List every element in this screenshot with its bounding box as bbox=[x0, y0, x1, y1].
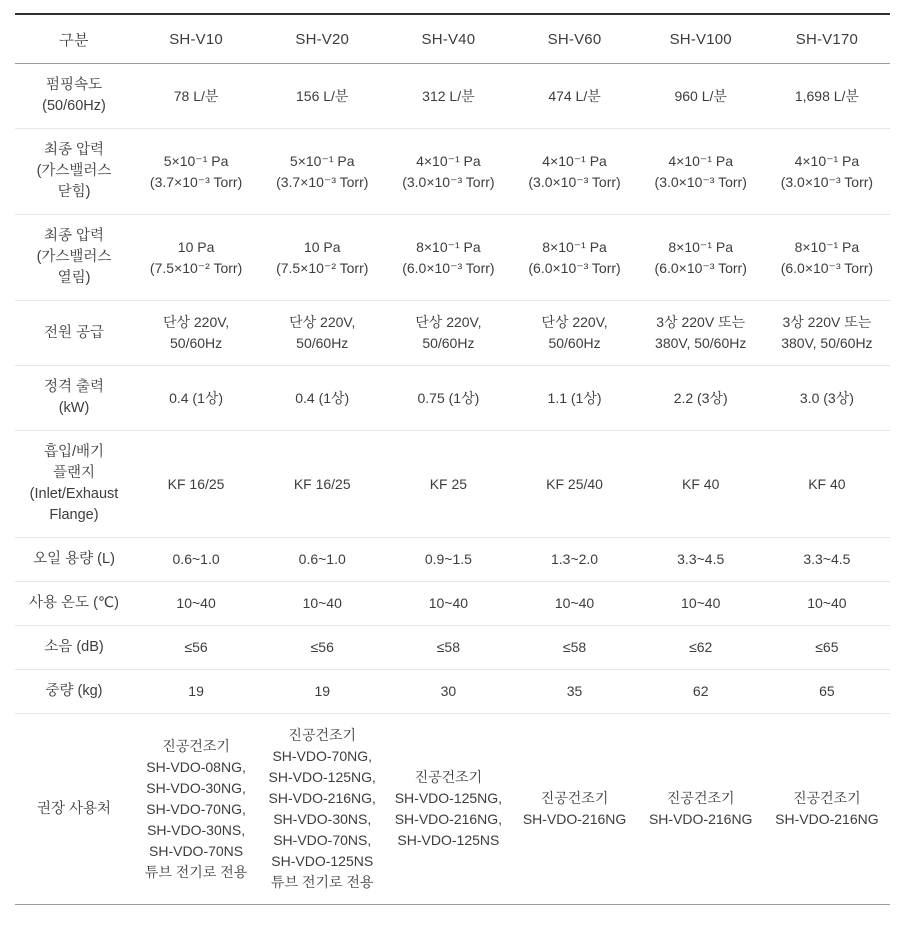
spec-cell-line: 10~40 bbox=[302, 595, 342, 611]
spec-cell bbox=[764, 301, 890, 366]
spec-cell-line: SH-VDO-70NG, bbox=[146, 800, 246, 817]
spec-cell bbox=[511, 538, 637, 582]
spec-cell-line: (3.0×10⁻³ Torr) bbox=[402, 173, 495, 190]
spec-cell-line: 단상 220V, bbox=[415, 314, 482, 330]
spec-cell-line: (3.0×10⁻³ Torr) bbox=[528, 173, 621, 190]
spec-cell-line: 0.6~1.0 bbox=[298, 551, 346, 567]
spec-cell-line: (6.0×10⁻³ Torr) bbox=[528, 259, 621, 276]
spec-cell-line: ≤58 bbox=[562, 639, 587, 655]
spec-cell-line: ≤65 bbox=[815, 639, 839, 655]
spec-cell-line: 50/60Hz bbox=[170, 335, 223, 351]
spec-cell-line: 3상 220V 또는 bbox=[782, 314, 872, 330]
table-row bbox=[15, 215, 890, 301]
spec-cell-line: 35 bbox=[566, 683, 583, 699]
spec-cell-line: SH-VDO-125NS bbox=[397, 832, 500, 848]
row-label-line: Flange) bbox=[49, 507, 99, 523]
spec-cell bbox=[764, 626, 890, 670]
spec-cell-line: SH-VDO-08NG, bbox=[146, 758, 246, 775]
spec-cell-line: 0.75 (1상) bbox=[417, 389, 480, 406]
spec-cell-line: 5×10⁻¹ Pa bbox=[289, 152, 355, 169]
spec-cell bbox=[764, 431, 890, 538]
spec-cell-line: 8×10⁻¹ Pa bbox=[668, 238, 733, 255]
spec-cell-line: SH-VDO-216NG bbox=[648, 811, 753, 827]
spec-cell-line: 380V, 50/60Hz bbox=[655, 335, 747, 351]
table-row bbox=[15, 366, 890, 431]
spec-cell bbox=[764, 670, 890, 714]
spec-cell bbox=[133, 64, 259, 129]
spec-cell bbox=[638, 670, 764, 714]
spec-cell bbox=[385, 64, 511, 129]
spec-cell-line: 0.6~1.0 bbox=[172, 551, 220, 567]
spec-cell-line: 50/60Hz bbox=[422, 335, 475, 351]
spec-cell bbox=[259, 626, 385, 670]
spec-cell bbox=[259, 714, 385, 905]
table-row bbox=[15, 582, 890, 626]
spec-cell-line: 진공건조기 bbox=[793, 790, 861, 806]
row-label-line: 사용 온도 (℃) bbox=[28, 595, 120, 611]
column-header-sh-v100: SH-V100 bbox=[638, 14, 764, 64]
spec-cell bbox=[638, 215, 764, 301]
spec-cell-line: SH-VDO-216NG, bbox=[268, 790, 376, 806]
spec-cell bbox=[259, 670, 385, 714]
spec-cell bbox=[259, 366, 385, 431]
spec-cell bbox=[511, 301, 637, 366]
spec-cell bbox=[638, 431, 764, 538]
row-label bbox=[15, 582, 133, 626]
spec-cell-line: 30 bbox=[440, 683, 457, 699]
spec-cell-line: 10~40 bbox=[176, 595, 216, 611]
spec-cell-line: 2.2 (3상) bbox=[673, 389, 728, 406]
spec-cell bbox=[133, 626, 259, 670]
spec-cell-line: SH-VDO-30NS, bbox=[147, 821, 246, 838]
row-label-line: 펌핑속도 bbox=[45, 77, 103, 93]
spec-cell-line: 19 bbox=[188, 683, 204, 699]
spec-cell bbox=[638, 301, 764, 366]
spec-cell-line: (7.5×10⁻² Torr) bbox=[276, 259, 369, 276]
spec-cell bbox=[638, 129, 764, 215]
spec-cell bbox=[133, 215, 259, 301]
table-header bbox=[15, 14, 890, 64]
spec-cell-line: (6.0×10⁻³ Torr) bbox=[402, 259, 495, 276]
spec-cell-line: 10~40 bbox=[807, 595, 847, 611]
spec-cell-line: SH-VDO-70NS bbox=[149, 842, 244, 859]
row-label bbox=[15, 714, 133, 905]
spec-cell bbox=[259, 538, 385, 582]
spec-cell bbox=[259, 582, 385, 626]
spec-cell-line: (6.0×10⁻³ Torr) bbox=[780, 259, 874, 276]
spec-cell-line: 8×10⁻¹ Pa bbox=[416, 238, 481, 255]
row-label-line: (가스밸러스 bbox=[36, 163, 112, 179]
row-label-line: (50/60Hz) bbox=[42, 98, 106, 114]
spec-cell-line: 튜브 전기로 전용 bbox=[144, 863, 248, 880]
spec-cell-line: 4×10⁻¹ Pa bbox=[794, 152, 860, 169]
row-label-line: (kW) bbox=[58, 400, 90, 416]
spec-cell-line: 0.9~1.5 bbox=[424, 551, 472, 567]
spec-cell bbox=[764, 714, 890, 905]
spec-cell bbox=[133, 129, 259, 215]
spec-table-body bbox=[15, 64, 890, 905]
spec-cell-line: 4×10⁻¹ Pa bbox=[416, 152, 481, 169]
row-label bbox=[15, 301, 133, 366]
table-row bbox=[15, 64, 890, 129]
spec-cell-line: 진공건조기 bbox=[162, 737, 230, 754]
spec-cell bbox=[133, 670, 259, 714]
spec-cell-line: 5×10⁻¹ Pa bbox=[163, 152, 229, 169]
spec-cell-line: (3.0×10⁻³ Torr) bbox=[780, 173, 874, 190]
spec-cell-line: 19 bbox=[314, 683, 331, 699]
table-row bbox=[15, 670, 890, 714]
spec-cell-line: 1.3~2.0 bbox=[550, 551, 599, 567]
spec-cell-line: 3.3~4.5 bbox=[803, 551, 851, 567]
spec-cell-line: 3상 220V 또는 bbox=[656, 314, 746, 330]
row-label-line: 흡입/배기 bbox=[43, 444, 105, 460]
spec-cell bbox=[385, 626, 511, 670]
spec-cell-line: KF 16/25 bbox=[293, 475, 351, 492]
spec-cell-line: 10~40 bbox=[681, 595, 721, 611]
table-row bbox=[15, 538, 890, 582]
column-header-sh-v40: SH-V40 bbox=[385, 14, 511, 64]
spec-cell bbox=[385, 129, 511, 215]
table-row bbox=[15, 626, 890, 670]
row-label-line: 닫힘) bbox=[57, 184, 91, 200]
column-header-category: 구분 bbox=[15, 14, 133, 64]
table-row bbox=[15, 431, 890, 538]
row-label-line: 권장 사용처 bbox=[36, 800, 112, 817]
table-row bbox=[15, 301, 890, 366]
spec-cell-line: 단상 220V, bbox=[162, 314, 230, 330]
row-label-line: 플랜지 bbox=[52, 465, 96, 481]
spec-cell bbox=[511, 582, 637, 626]
spec-cell-line: KF 25 bbox=[429, 475, 468, 492]
row-label-line: 중량 (kg) bbox=[45, 683, 103, 699]
spec-cell bbox=[511, 626, 637, 670]
row-label bbox=[15, 626, 133, 670]
column-header-sh-v20: SH-V20 bbox=[259, 14, 385, 64]
spec-cell-line: ≤62 bbox=[689, 639, 713, 655]
spec-cell-line: SH-VDO-70NS, bbox=[273, 832, 372, 848]
row-label-line: 최종 압력 bbox=[43, 142, 105, 158]
row-label-line: 정격 출력 bbox=[43, 379, 105, 395]
spec-cell bbox=[133, 366, 259, 431]
spec-cell bbox=[638, 538, 764, 582]
spec-cell-line: KF 16/25 bbox=[167, 475, 225, 492]
spec-cell bbox=[385, 538, 511, 582]
spec-cell-line: 65 bbox=[819, 683, 835, 699]
spec-cell bbox=[764, 366, 890, 431]
row-label bbox=[15, 215, 133, 301]
row-label-line: 전원 공급 bbox=[43, 324, 105, 341]
spec-cell-line: 8×10⁻¹ Pa bbox=[542, 238, 607, 255]
spec-cell-line: 960 L/분 bbox=[674, 87, 727, 104]
spec-cell bbox=[133, 431, 259, 538]
spec-cell-line: (6.0×10⁻³ Torr) bbox=[654, 259, 747, 276]
spec-cell-line: SH-VDO-216NG bbox=[522, 811, 627, 827]
spec-cell bbox=[385, 714, 511, 905]
spec-cell bbox=[511, 366, 637, 431]
header-row bbox=[15, 14, 890, 64]
row-label bbox=[15, 431, 133, 538]
spec-cell-line: SH-VDO-30NG, bbox=[146, 779, 246, 796]
spec-cell-line: 3.0 (3상) bbox=[799, 389, 854, 406]
column-header-sh-v60: SH-V60 bbox=[511, 14, 637, 64]
spec-cell-line: SH-VDO-125NS bbox=[271, 853, 374, 869]
row-label bbox=[15, 366, 133, 431]
spec-cell bbox=[385, 670, 511, 714]
spec-cell bbox=[638, 582, 764, 626]
spec-cell-line: 0.4 (1상) bbox=[295, 389, 350, 406]
spec-cell bbox=[385, 301, 511, 366]
spec-cell-line: 50/60Hz bbox=[548, 335, 601, 351]
spec-cell bbox=[133, 582, 259, 626]
spec-cell bbox=[259, 129, 385, 215]
spec-cell-line: (7.5×10⁻² Torr) bbox=[149, 259, 243, 276]
spec-cell-line: 312 L/분 bbox=[422, 87, 475, 104]
spec-cell bbox=[259, 431, 385, 538]
spec-cell-line: 1.1 (1상) bbox=[547, 389, 602, 406]
spec-cell-line: ≤58 bbox=[436, 639, 461, 655]
spec-cell-line: SH-VDO-125NG, bbox=[268, 769, 376, 785]
row-label-line: (Inlet/Exhaust bbox=[29, 486, 119, 502]
spec-cell bbox=[385, 215, 511, 301]
spec-cell-line: 156 L/분 bbox=[296, 87, 349, 104]
spec-cell bbox=[385, 431, 511, 538]
pump-spec-table bbox=[15, 13, 890, 905]
spec-cell-line: 474 L/분 bbox=[548, 87, 601, 104]
spec-cell bbox=[511, 64, 637, 129]
column-header-sh-v170: SH-V170 bbox=[764, 14, 890, 64]
table-row bbox=[15, 129, 890, 215]
spec-cell-line: 4×10⁻¹ Pa bbox=[668, 152, 733, 169]
spec-cell-line: 진공건조기 bbox=[414, 769, 483, 785]
table-row bbox=[15, 714, 890, 905]
row-label bbox=[15, 670, 133, 714]
spec-cell-line: ≤56 bbox=[310, 639, 334, 655]
spec-cell-line: KF 25/40 bbox=[546, 475, 603, 492]
row-label-line: 오일 용량 (L) bbox=[33, 551, 115, 567]
spec-cell-line: SH-VDO-70NG, bbox=[272, 748, 373, 764]
spec-cell bbox=[638, 626, 764, 670]
spec-cell bbox=[764, 582, 890, 626]
spec-cell-line: 10~40 bbox=[428, 595, 469, 611]
spec-cell-line: 단상 220V, bbox=[289, 314, 356, 330]
spec-cell-line: 50/60Hz bbox=[296, 335, 349, 351]
spec-cell bbox=[133, 714, 259, 905]
spec-cell bbox=[511, 215, 637, 301]
spec-cell bbox=[259, 301, 385, 366]
spec-cell-line: 4×10⁻¹ Pa bbox=[542, 152, 607, 169]
spec-cell bbox=[764, 129, 890, 215]
spec-cell bbox=[764, 215, 890, 301]
spec-cell-line: SH-VDO-216NG bbox=[775, 811, 879, 827]
row-label-line: 열림) bbox=[57, 270, 91, 286]
spec-cell bbox=[511, 670, 637, 714]
spec-cell-line: (3.0×10⁻³ Torr) bbox=[654, 173, 747, 190]
spec-cell bbox=[133, 538, 259, 582]
spec-cell bbox=[764, 538, 890, 582]
spec-cell bbox=[385, 366, 511, 431]
spec-cell-line: 1,698 L/분 bbox=[794, 87, 859, 104]
spec-cell-line: 10 Pa bbox=[177, 238, 215, 255]
row-label bbox=[15, 64, 133, 129]
spec-cell-line: 3.3~4.5 bbox=[677, 551, 725, 567]
spec-cell-line: 튜브 전기로 전용 bbox=[271, 874, 374, 890]
spec-cell bbox=[638, 64, 764, 129]
row-label-line: 소음 (dB) bbox=[44, 639, 104, 655]
spec-cell bbox=[511, 129, 637, 215]
spec-cell-line: SH-VDO-125NG, bbox=[394, 790, 503, 806]
spec-cell-line: 10~40 bbox=[554, 595, 595, 611]
row-label bbox=[15, 129, 133, 215]
spec-cell bbox=[511, 431, 637, 538]
spec-cell bbox=[259, 64, 385, 129]
spec-cell-line: 380V, 50/60Hz bbox=[781, 335, 873, 351]
row-label-line: 최종 압력 bbox=[43, 228, 105, 244]
spec-cell bbox=[764, 64, 890, 129]
spec-cell-line: 진공건조기 bbox=[540, 790, 609, 806]
spec-cell-line: 진공건조기 bbox=[288, 727, 357, 743]
row-label bbox=[15, 538, 133, 582]
spec-cell bbox=[511, 714, 637, 905]
spec-cell bbox=[385, 582, 511, 626]
spec-cell-line: 단상 220V, bbox=[541, 314, 608, 330]
spec-cell-line: 78 L/분 bbox=[173, 87, 219, 104]
spec-cell-line: (3.7×10⁻³ Torr) bbox=[276, 173, 369, 190]
spec-cell bbox=[259, 215, 385, 301]
spec-cell bbox=[638, 714, 764, 905]
spec-cell-line: SH-VDO-216NG, bbox=[394, 811, 503, 827]
spec-cell-line: ≤56 bbox=[184, 639, 208, 655]
row-label-line: (가스밸러스 bbox=[36, 249, 112, 265]
spec-cell bbox=[133, 301, 259, 366]
spec-cell-line: 8×10⁻¹ Pa bbox=[794, 238, 860, 255]
spec-cell-line: (3.7×10⁻³ Torr) bbox=[149, 173, 243, 190]
spec-cell-line: KF 40 bbox=[682, 475, 720, 492]
column-header-sh-v10: SH-V10 bbox=[133, 14, 259, 64]
spec-cell-line: 0.4 (1상) bbox=[169, 389, 224, 406]
spec-cell-line: 10 Pa bbox=[303, 238, 341, 255]
spec-cell bbox=[638, 366, 764, 431]
spec-cell-line: SH-VDO-30NS, bbox=[273, 811, 372, 827]
spec-cell-line: KF 40 bbox=[808, 475, 846, 492]
spec-cell-line: 진공건조기 bbox=[666, 790, 735, 806]
spec-cell-line: 62 bbox=[692, 683, 709, 699]
